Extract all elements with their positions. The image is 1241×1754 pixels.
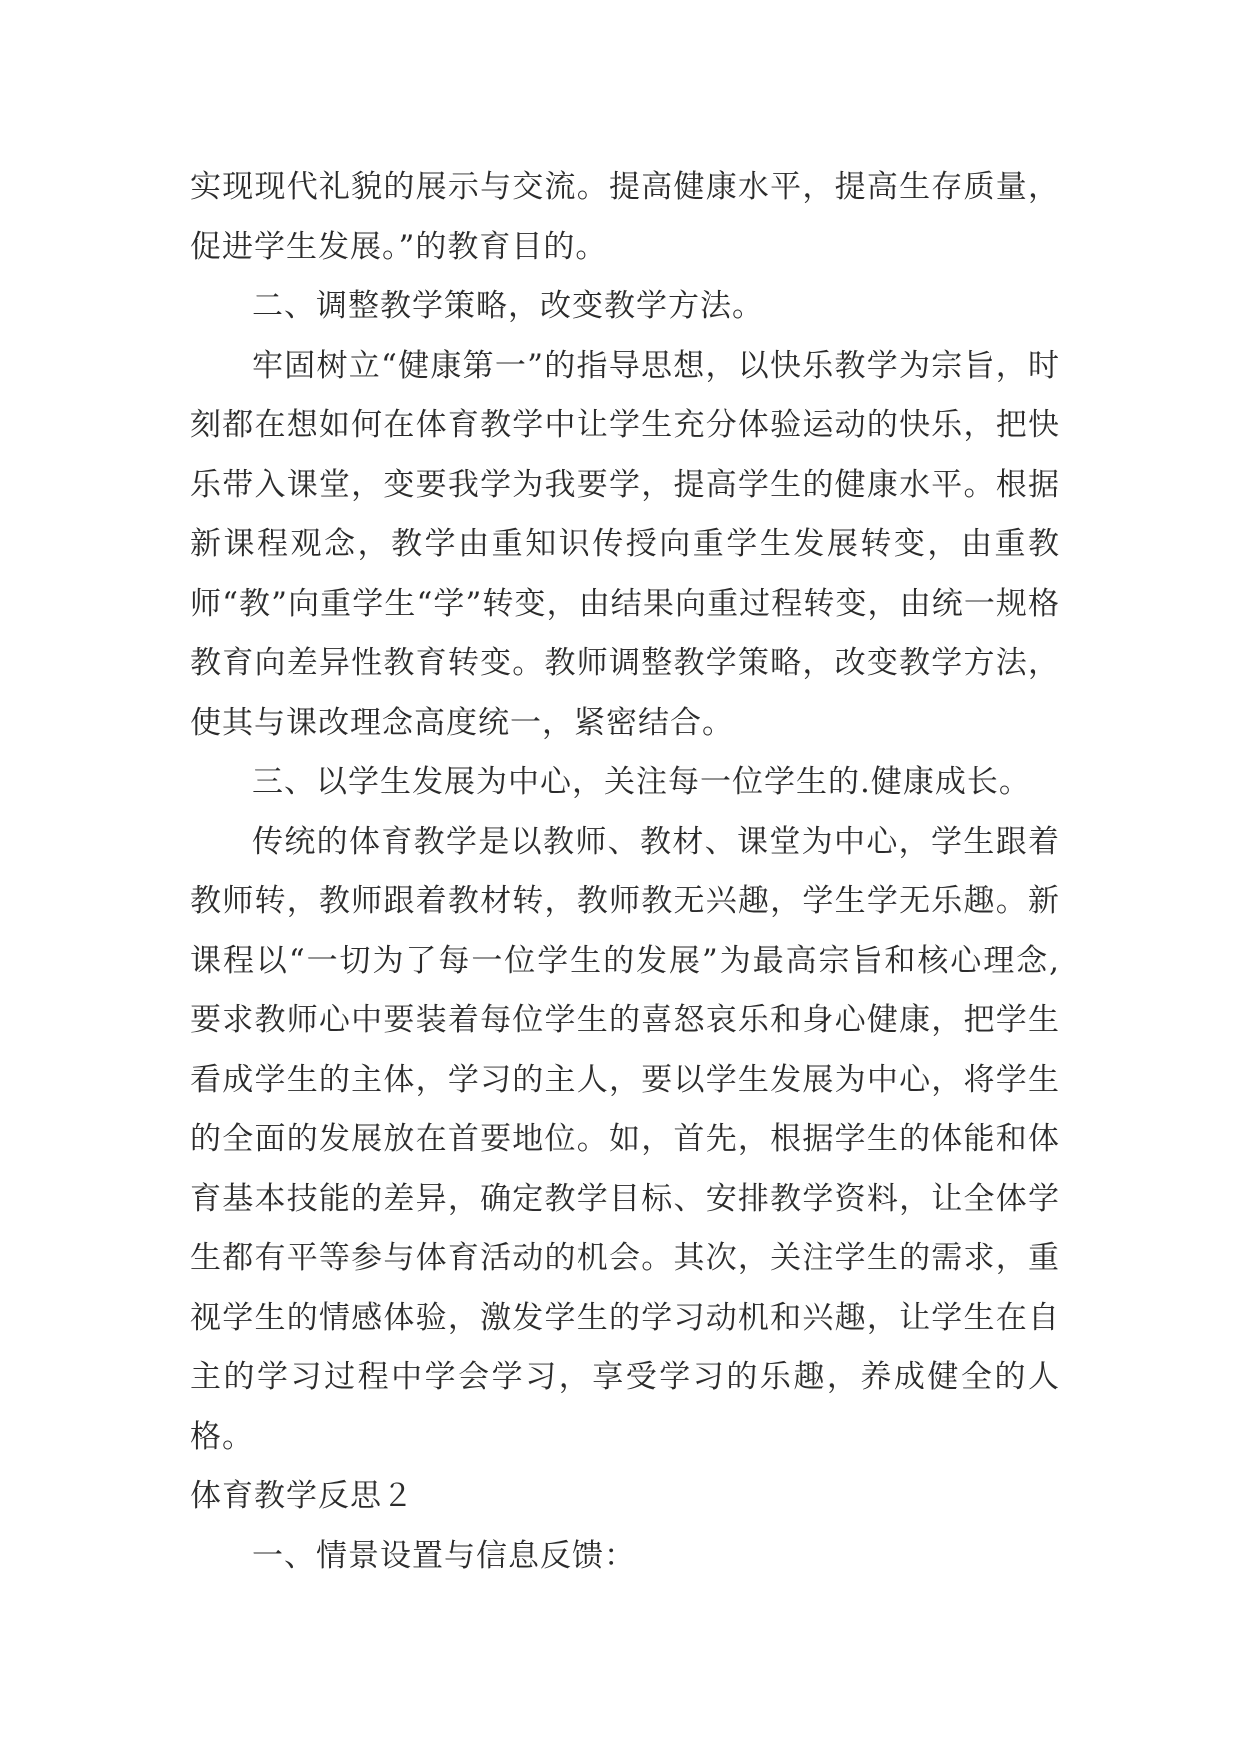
paragraph-student-development: 传统的体育教学是以教师、教材、课堂为中心，学生跟着教师转，教师跟着教材转，教师教无兴趣，学生学无乐趣。新课程以“一切为了每一位学生的发展”为最高宗旨和核心理念,要求教师心中要装着每位学生的喜怒哀乐和身心健康，把学生看成学生的主体，学习的主人，要以学生发展为中心，将学生的全面的发展放在首要地位。如，首先，根据学生的体能和体育基本技能的差异，确定教学目标、安排教学资料，让全体学生都有平等参与体育活动的机会。其次，关注学生的需求，重视学生的情感体验，激发学生的学习动机和兴趣，让学生在自主的学习过程中学会学习，享受学习的乐趣，养成健全的人格。	[190, 823, 1060, 1455]
section-heading-one: 一、情景设置与信息反馈：	[252, 1537, 636, 1574]
section-heading-two: 二、调整教学策略，改变教学方法。	[252, 288, 764, 324]
paragraph-continuation: 实现现代礼貌的展示与交流。提高健康水平，提高生存质量，促进学生发展。”的教育目的。	[190, 169, 1060, 265]
document-body	[190, 158, 1060, 1586]
section-heading-three: 三、以学生发展为中心，关注每一位学生的.健康成长。	[252, 764, 1031, 800]
paragraph-strategy: 牢固树立“健康第一”的指导思想，以快乐教学为宗旨，时刻都在想如何在体育教学中让学生充分体验运动的快乐，把快乐带入课堂，变要我学为我要学，提高学生的健康水平。根据新课程观念，教学由重知识传授向重学生发展转变，由重教师“教”向重学生“学”转变，由结果向重过程转变，由统一规格教育向差异性教育转变。教师调整教学策略，改变教学方法，使其与课改理念高度统一，紧密结合。	[190, 347, 1060, 741]
document-title-reflection-2: 体育教学反思２	[190, 1478, 414, 1514]
